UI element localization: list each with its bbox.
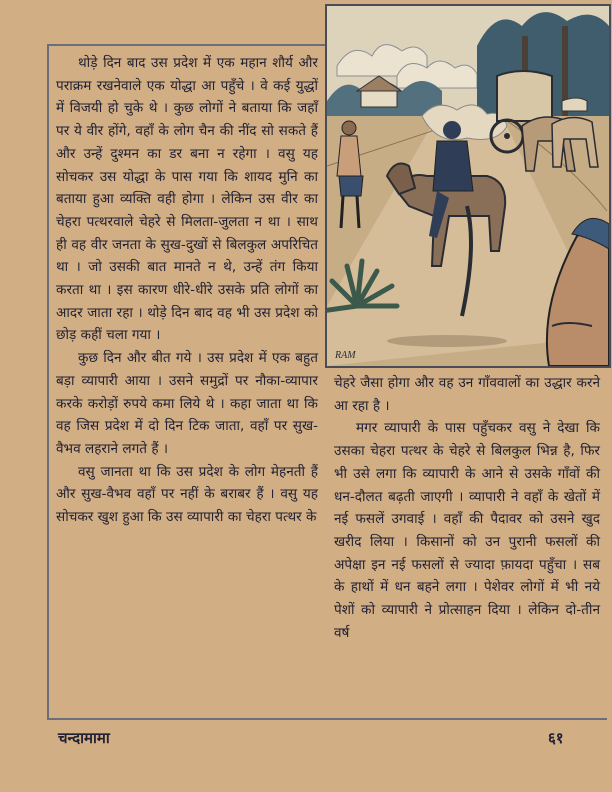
text-column-left [56, 52, 318, 529]
page-number: ६१ [548, 729, 564, 747]
magazine-name: चन्दामामा [58, 729, 110, 747]
paragraph: मगर व्यापारी के पास पहुँचकर वसु ने देखा कि उसका चेहरा पत्थर के चेहरे से बिलकुल भिन्न है, फिर भी उसे लगा कि व्यापारी के आने से उसके गाँवों की धन-दौलत बढ़ती जाएगी । व्यापारी ने वहाँ के खेतों में नई फसलें उगवाई । वहाँ की पैदावर को उसने खुद खरीद लिया । किसानों को उन पुरानी फसलों की अपेक्षा इन नई फसलों से ज्यादा फ़ायदा पहुँचा । सब के हाथों में धन बहने लगा । पेशेवर लोगों में भी नये पेशों को व्यापारी ने प्रोत्साहन दिया । लेकिन दो-तीन वर्ष [334, 420, 600, 641]
text-column-right [334, 372, 600, 644]
paragraph: वसु जानता था कि उस प्रदेश के लोग मेहनती हैं और सुख-वैभव वहाँ पर नहीं के बराबर हैं । वसु यह सोचकर खुश हुआ कि उस व्यापारी का चेहरा पत्थर के [56, 463, 318, 526]
artist-signature: RAM [335, 350, 356, 361]
story-illustration [325, 4, 611, 368]
paragraph: कुछ दिन और बीत गये । उस प्रदेश में एक बहुत बड़ा व्यापारी आया । उसने समुद्रों पर नौका-व्यापार करके करोड़ों रुपये कमा लिये थे । कहा जाता था कि वह जिस प्रदेश में दो दिन टिक जाता, वहाँ पर सुख-वैभव लहराने लगते हैं । [56, 350, 318, 457]
illustration-drawing [327, 6, 609, 366]
paragraph: थोड़े दिन बाद उस प्रदेश में एक महान शौर्य और पराक्रम रखनेवाले एक योद्धा आ पहुँचे । वे कई युद्धों में विजयी हो चुके थे । कुछ लोगों ने बताया कि जहाँ पर ये वीर होंगे, वहाँ के लोग चैन की नींद सो सकते हैं और उन्हें दुश्मन का डर बना न रहेगा । वसु यह सोचकर उस योद्धा के पास गया कि शायद मुनि का बताया हुआ व्यक्ति वही होगा । लेकिन उस वीर का चेहरा पत्थरवाले चेहरे से मिलता-जुलता न था । साथ ही वह वीर जनता के सुख-दुखों से बिलकुल अपरिचित था । जो उसकी बात मानते न थे, उन्हें तंग किया करता था । इस कारण धीरे-धीरे उसके प्रति लोगों का आदर जाता रहा । थोड़े दिन बाद वह भी उस प्रदेश को छोड़ कहीं चला गया । [56, 55, 318, 344]
page-border-bottom [47, 718, 607, 720]
paragraph-continued: चेहरे जैसा होगा और वह उन गाँववालों का उद्धार करने आ रहा है । [334, 375, 600, 414]
